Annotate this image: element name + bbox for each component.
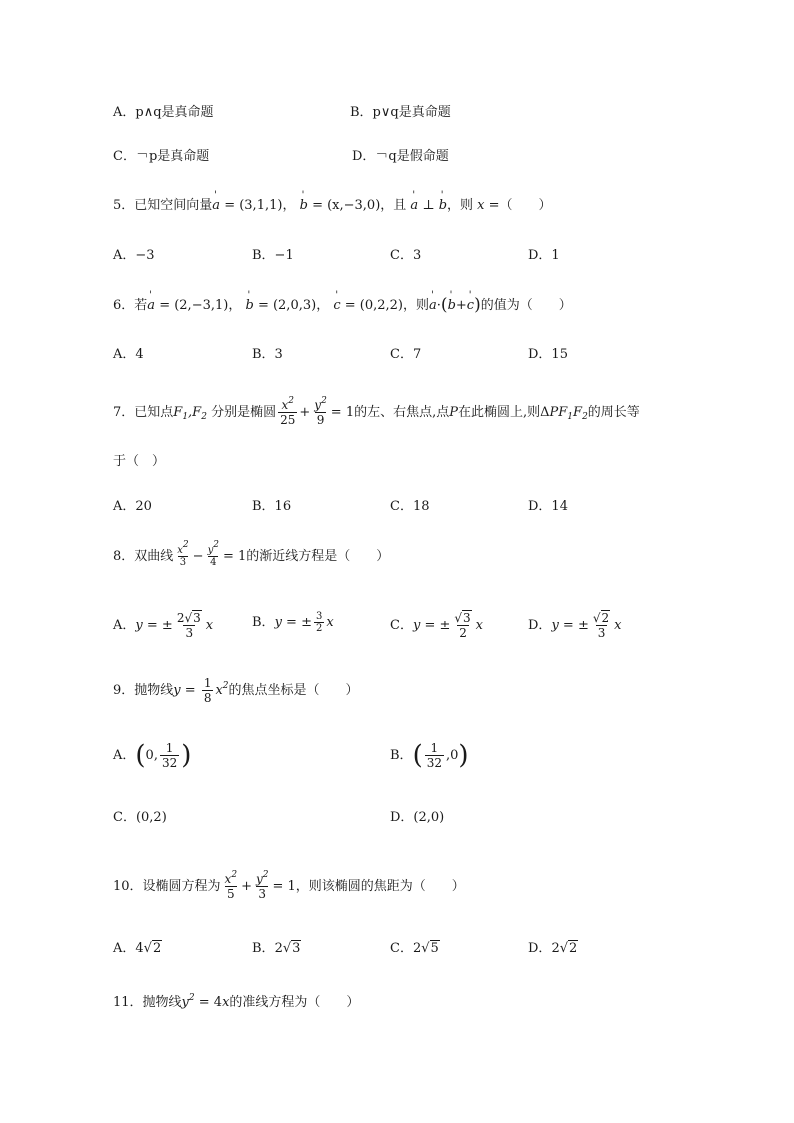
q5-option-c: C．3 (390, 248, 422, 263)
q10-option-d: D．2√2 (528, 941, 578, 956)
q5-x-eq: x = (477, 198, 500, 213)
q5-option-b: B．−1 (252, 248, 294, 263)
question-9: 9．抛物线y = $\frac{1}{8}$ $x^2$的焦点坐标是（ ） (113, 676, 359, 705)
q4-option-b: B．p∨q是真命题 (350, 105, 451, 120)
question-5: 5．已知空间向量' a = (3,1,1)， ' b = (x,−3,0)，且 ' a ⊥ ' b，则 x =（ ） (113, 197, 552, 215)
q5-tail: （ ） (499, 198, 552, 213)
q9-option-d: D．(2,0) (390, 810, 445, 825)
q7-lead: 7．已知点 (113, 405, 174, 420)
q5-lead: 5．已知空间向量 (113, 198, 213, 213)
q8-tail: 的渐近线方程是（ ） (246, 549, 390, 564)
question-6: 6．若' a = (2,−3,1)， ' b = (2,0,3)， ' c = (0,2,2)，则' a·(' b+' c)的值为（ ） (113, 296, 572, 315)
q10-tail: ，则该椭圆的焦距为（ ） (295, 879, 465, 894)
question-7: 7．已知点$F_1,F_2$ 分别是椭圆 $\frac{x^2}{25}$ + $\frac{y^2}{9}$ = 1的左、右焦点,点P在此椭圆上,则$\Delta PF_1F_2$的周长等 (113, 396, 640, 427)
q8-option-b: B．y = ± $\frac{3}{2}$ x (252, 611, 334, 634)
q5-option-a: A．−3 (113, 248, 155, 263)
q11-lead: 11．抛物线 (113, 995, 182, 1010)
q7-option-c: C．18 (390, 499, 430, 514)
q6-option-b: B．3 (252, 347, 283, 362)
q5-a-value: = (3,1,1) (224, 198, 283, 213)
question-10: 10．设椭圆方程为 $\frac{x^2}{5}$ + $\frac{y^2}{3}$ = 1，则该椭圆的焦距为（ ） (113, 870, 465, 901)
q7-foci-desc: 分别是椭圆 (211, 405, 277, 420)
q6-a-value: = (2,−3,1) (159, 298, 229, 313)
q6-b-value: = (2,0,3) (257, 298, 317, 313)
q7-tail: 的周长等 (587, 405, 640, 420)
q8-lead: 8．双曲线 (113, 549, 174, 564)
q7-option-a: A．20 (113, 499, 152, 514)
q4-option-c: C．￢p是真命题 (113, 149, 210, 164)
q6-then: ，则 (403, 298, 430, 313)
q10-option-c: C．2√5 (390, 941, 439, 956)
q4-option-d: D．￢q是假命题 (352, 149, 449, 164)
q8-option-c: C．y = ± $\frac{√3}{2}$ x (390, 611, 484, 640)
vector-a: ' a (212, 197, 220, 215)
q4-option-a: A．p∧q是真命题 (113, 105, 214, 120)
q10-lead: 10．设椭圆方程为 (113, 879, 221, 894)
q6-option-c: C．7 (390, 347, 422, 362)
q7-option-b: B．16 (252, 499, 292, 514)
q10-option-b: B．2√3 (252, 941, 301, 956)
q9-option-b: B．( $\frac{1}{32}$ ,0) (390, 740, 469, 771)
q5-sep1: ， (282, 198, 296, 213)
q6-c-value: = (0,2,2) (344, 298, 403, 313)
q8-option-d: D．y = ± $\frac{√2}{3}$ x (528, 611, 622, 640)
q6-option-a: A．4 (113, 347, 144, 362)
q9-option-c: C．(0,2) (113, 810, 167, 825)
vector-b: ' b (300, 197, 308, 215)
q6-option-d: D．15 (528, 347, 568, 362)
q11-tail: 的准线方程为（ ） (229, 995, 360, 1010)
q9-tail: 的焦点坐标是（ ） (228, 683, 359, 698)
q6-lead: 6．若 (113, 298, 148, 313)
q6-tail: 的值为（ ） (480, 298, 572, 313)
q5-option-d: D．1 (528, 248, 560, 263)
q9-option-a: A．(0, $\frac{1}{32}$ ) (113, 740, 192, 771)
question-8: 8．双曲线 $\frac{x^2}{3}$ − $\frac{y^2}{4}$ = 1的渐近线方程是（ ） (113, 540, 390, 568)
q7-mid: 的左、右焦点,点 (354, 405, 450, 420)
q5-mid: ，则 (447, 198, 474, 213)
q9-lead: 9．抛物线 (113, 683, 174, 698)
q5-b-value: = (x,−3,0) (312, 198, 381, 213)
q10-option-a: A．4√2 (113, 941, 162, 956)
q7-line-2: 于（ ） (113, 454, 166, 469)
q7-mid2: 在此椭圆上,则 (457, 405, 541, 420)
q5-sep2: ，且 (380, 198, 407, 213)
q7-option-d: D．14 (528, 499, 568, 514)
question-11: 11．抛物线$y^2 = 4x$的准线方程为（ ） (113, 993, 360, 1010)
q8-option-a: A．y = ± $\frac{2√3}{3}$ x (113, 611, 214, 640)
